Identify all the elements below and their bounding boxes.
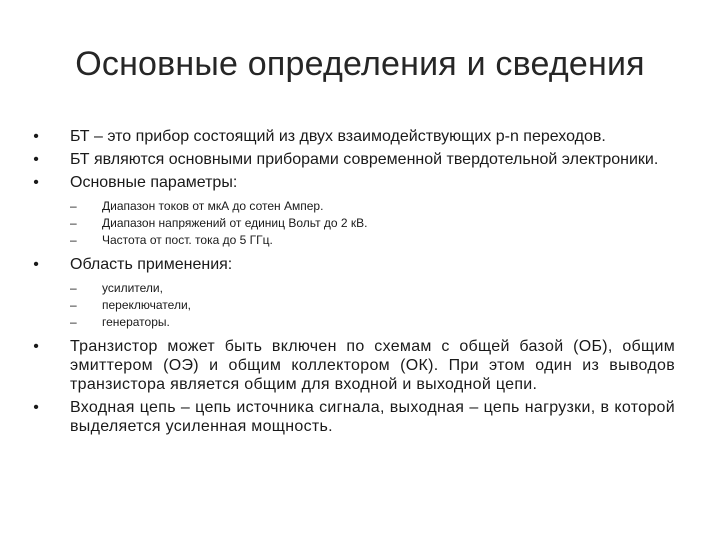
bullet-icon: •: [33, 338, 39, 355]
bullet-icon: •: [33, 174, 39, 191]
list-item: [30, 398, 675, 436]
sub-list-item: [70, 280, 675, 297]
bullet-icon: •: [33, 128, 39, 145]
dash-icon: –: [70, 199, 77, 213]
sub-list-item: [70, 198, 675, 215]
bullet-icon: •: [33, 399, 39, 416]
list-item: [30, 127, 675, 146]
sub-list-item: [70, 314, 675, 331]
sub-list-item: [70, 297, 675, 314]
sub-list-item-text: Диапазон токов от мкА до сотен Ампер.: [102, 199, 324, 213]
dash-icon: –: [70, 281, 77, 295]
list-item-text: Область применения:: [70, 256, 233, 273]
dash-icon: –: [70, 315, 77, 329]
sub-list: [70, 198, 675, 249]
bullet-list: [30, 127, 675, 436]
list-item-text: БТ являются основными приборами современной твердотельной электроники.: [70, 151, 659, 168]
list-item-text: Транзистор может быть включен по схемам с общей базой (ОБ), общим эмиттером (ОЭ) и общим коллектором (ОК). При этом один из выводов транзистора является общим для входной и выходной цепи.: [70, 338, 675, 393]
list-item-text: Входная цепь – цепь источника сигнала, выходная – цепь нагрузки, в которой выделяется усиленная мощность.: [70, 399, 675, 435]
dash-icon: –: [70, 233, 77, 247]
sub-list: [70, 280, 675, 331]
sub-list-item: [70, 215, 675, 232]
list-item-text: Основные параметры:: [70, 174, 238, 191]
sub-list-item-text: переключатели,: [102, 298, 191, 312]
list-item-text: БТ – это прибор состоящий из двух взаимодействующих p-n переходов.: [70, 128, 606, 145]
slide-title: Основные определения и сведения: [75, 45, 645, 83]
bullet-icon: •: [33, 151, 39, 168]
dash-icon: –: [70, 216, 77, 230]
dash-icon: –: [70, 298, 77, 312]
list-item: [30, 150, 675, 169]
sub-list-item-text: генераторы.: [102, 315, 170, 329]
sub-list-item-text: Диапазон напряжений от единиц Вольт до 2 кВ.: [102, 216, 368, 230]
sub-list-item-text: усилители,: [102, 281, 163, 295]
bullet-icon: •: [33, 256, 39, 273]
list-item: [30, 337, 675, 394]
sub-list-item-text: Частота от пост. тока до 5 ГГц.: [102, 233, 273, 247]
slide-content: [30, 127, 675, 440]
list-item: [30, 173, 675, 249]
list-item: [30, 255, 675, 331]
sub-list-item: [70, 232, 675, 249]
